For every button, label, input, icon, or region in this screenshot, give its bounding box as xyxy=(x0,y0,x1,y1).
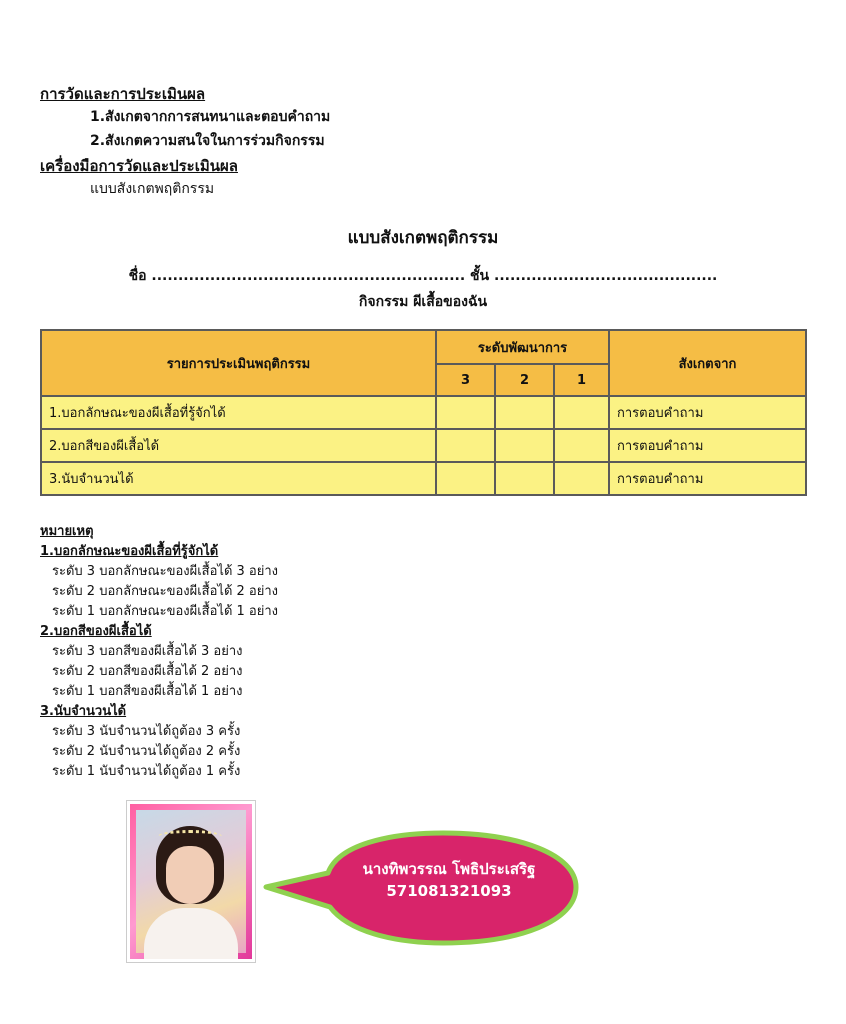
row-observe: การตอบคำถาม xyxy=(609,462,806,495)
notes-section xyxy=(40,522,278,782)
assessment-title: การวัดและการประเมินผล xyxy=(40,85,206,103)
row-observe: การตอบคำถาม xyxy=(609,396,806,429)
header-item: รายการประเมินพฤติกรรม xyxy=(41,330,436,396)
evaluation-table xyxy=(40,329,807,496)
level-cell[interactable] xyxy=(554,396,609,429)
notes-title: หมายเหตุ xyxy=(40,524,94,539)
notes-heading-2: 2.บอกสีของผีเสื้อได้ xyxy=(40,624,152,639)
notes-line: ระดับ 1 บอกสีของผีเสื้อได้ 1 อย่าง xyxy=(52,684,243,699)
header-level-1: 1 xyxy=(554,364,609,396)
notes-line: ระดับ 3 บอกลักษณะของผีเสื้อได้ 3 อย่าง xyxy=(52,564,279,579)
author-name: นางทิพวรรณ โพธิประเสริฐ xyxy=(362,860,536,878)
notes-line: ระดับ 2 บอกสีของผีเสื้อได้ 2 อย่าง xyxy=(52,664,243,679)
tools-title: เครื่องมือการวัดและประเมินผล xyxy=(40,157,238,175)
row-item: 1.บอกลักษณะของผีเสื้อที่รู้จักได้ xyxy=(41,396,436,429)
author-id: 571081321093 xyxy=(386,882,512,900)
table-row xyxy=(41,396,806,429)
assessment-item-1: 1.สังเกตจากการสนทนาและตอบคำถาม xyxy=(90,109,331,125)
table-row xyxy=(41,429,806,462)
speech-bubble-text xyxy=(318,858,580,902)
header-observe: สังเกตจาก xyxy=(609,330,806,396)
level-cell[interactable] xyxy=(436,462,495,495)
tools-item-1: แบบสังเกตพฤติกรรม xyxy=(90,181,215,197)
notes-line: ระดับ 3 นับจำนวนได้ถูต้อง 3 ครั้ง xyxy=(52,724,241,739)
notes-line: ระดับ 2 นับจำนวนได้ถูต้อง 2 ครั้ง xyxy=(52,744,241,759)
notes-heading-3: 3.นับจำนวนได้ xyxy=(40,704,127,719)
notes-line: ระดับ 1 บอกลักษณะของผีเสื้อได้ 1 อย่าง xyxy=(52,604,279,619)
header-level: ระดับพัฒนาการ xyxy=(436,330,609,364)
level-cell[interactable] xyxy=(554,429,609,462)
level-cell[interactable] xyxy=(554,462,609,495)
notes-line: ระดับ 2 บอกลักษณะของผีเสื้อได้ 2 อย่าง xyxy=(52,584,279,599)
form-title: แบบสังเกตพฤติกรรม xyxy=(347,228,499,248)
notes-line: ระดับ 1 นับจำนวนได้ถูต้อง 1 ครั้ง xyxy=(52,764,241,779)
level-cell[interactable] xyxy=(436,396,495,429)
name-class-line: ชื่อ ........................................................... ชั้น .......................................... xyxy=(128,268,718,284)
level-cell[interactable] xyxy=(495,462,554,495)
row-item: 3.นับจำนวนได้ xyxy=(41,462,436,495)
row-observe: การตอบคำถาม xyxy=(609,429,806,462)
assessment-item-2: 2.สังเกตความสนใจในการร่วมกิจกรรม xyxy=(90,133,325,149)
notes-heading-1: 1.บอกลักษณะของผีเสื้อที่รู้จักได้ xyxy=(40,544,219,559)
level-cell[interactable] xyxy=(436,429,495,462)
row-item: 2.บอกสีของผีเสื้อได้ xyxy=(41,429,436,462)
header-level-3: 3 xyxy=(436,364,495,396)
activity-line: กิจกรรม ผีเสื้อของฉัน xyxy=(358,294,488,310)
header-level-2: 2 xyxy=(495,364,554,396)
table-row xyxy=(41,462,806,495)
notes-line: ระดับ 3 บอกสีของผีเสื้อได้ 3 อย่าง xyxy=(52,644,243,659)
level-cell[interactable] xyxy=(495,396,554,429)
author-photo xyxy=(127,801,255,962)
level-cell[interactable] xyxy=(495,429,554,462)
